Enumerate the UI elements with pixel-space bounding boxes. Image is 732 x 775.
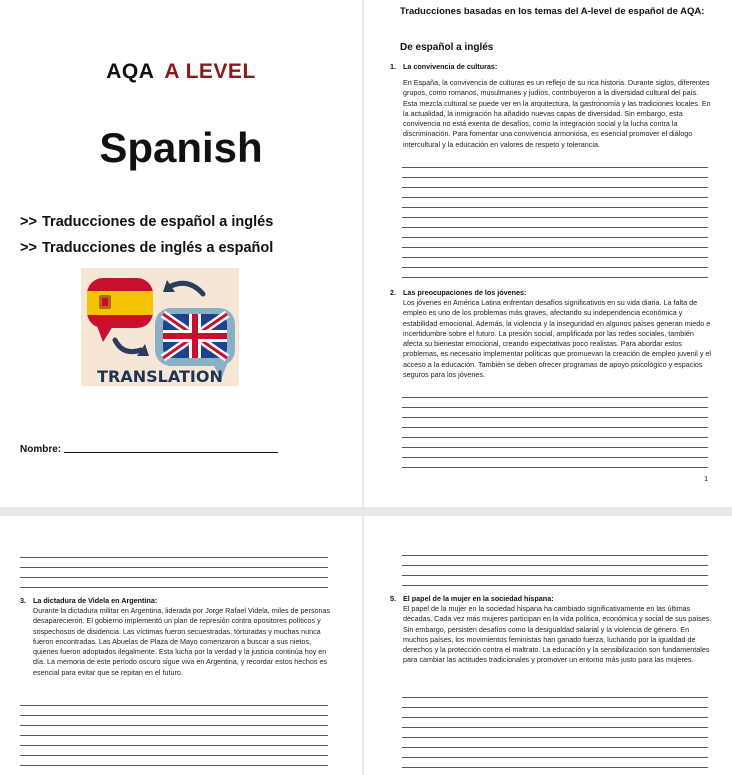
- bullet-marker: >>: [20, 240, 37, 256]
- section-heading: [390, 594, 712, 604]
- a-level-label: A LEVEL: [164, 60, 256, 83]
- section-text: Los jóvenes en América Latina enfrentan desafíos significativos en su vida diaria. La falta de empleo es uno de los problemas más graves, afectando su independencia económica y estabilidad emocional. Además, la violencia y la inseguridad en algunos países generan miedo e incertidumbre sobre el futuro. La presión social, amplificada por las redes sociales, también afecta su bienestar emocional, creando expectativas poco realistas. Para abordar estos problemas, es necesario implementar políticas que promuevan la creación de empleo juvenil y el acceso a la educación. También se deben ofrecer programas de apoyo psicológico y espacios seguros para los jóvenes.: [403, 298, 712, 379]
- section-heading: [390, 288, 712, 298]
- answer-lines: [402, 158, 708, 278]
- section-title: La convivencia de culturas:: [403, 62, 498, 71]
- section-title: Las preocupaciones de los jóvenes:: [403, 288, 527, 297]
- section-number: 1.: [390, 62, 396, 71]
- content-page-2: [0, 516, 362, 775]
- cover-level-heading: [0, 60, 362, 84]
- section-number: 5.: [390, 594, 396, 603]
- answer-lines: [20, 548, 328, 588]
- section-text: Durante la dictadura militar en Argentina, liderada por Jorge Rafael Videla, miles de personas desaparecieron. El gobierno implementó un plan de represión contra opositores políticos y sospechosos de disidencia. Las víctimas fueron secuestradas, torturadas y muchas nunca fueron encontradas. Las Abuelas de Plaza de Mayo comenzaron a buscar a sus nietos, quienes fueron adoptados ilegalmente. Esta lucha por la verdad y la justicia continúa hoy en día. La memoria de este período oscuro sigue viva en Argentina, y recordar estos hechos es esencial para evitar que se repitan en el futuro.: [33, 606, 331, 677]
- document-title: Traducciones basadas en los temas del A-level de español de AQA:: [400, 6, 705, 17]
- section-heading: [390, 62, 712, 72]
- document-subtitle: De español a inglés: [400, 42, 494, 53]
- content-page-3: [364, 516, 732, 775]
- cover-title: Spanish: [99, 124, 263, 171]
- bullet-item: [20, 214, 273, 230]
- name-blank-line: [64, 452, 278, 453]
- section-text: El papel de la mujer en la sociedad hispana ha cambiado significativamente en las últimas décadas. Cada vez más mujeres participan en la vida política, económica y social de sus países. Sin embargo, persisten desafíos como la desigualdad salarial y la violencia de género. En muchos países, los movimientos feministas han ganado fuerza, luchando por la igualdad de derechos y la protección contra el maltrato. La educación y la sensibilización son fundamentales para cambiar las actitudes tradicionales y promover un entorno más justo para las mujeres.: [403, 604, 712, 665]
- section-heading: [20, 596, 336, 606]
- answer-lines: [402, 688, 708, 768]
- section-number: 3.: [20, 596, 26, 605]
- bullet-text: Traducciones de inglés a español: [42, 240, 274, 256]
- illustration-caption: TRANSLATION: [97, 367, 223, 386]
- bullet-marker: >>: [20, 214, 37, 230]
- section-5: [390, 594, 712, 666]
- section-2: [390, 288, 712, 380]
- cover-page: [0, 0, 362, 507]
- bullet-text: Traducciones de español a inglés: [42, 214, 274, 230]
- section-title: El papel de la mujer en la sociedad hispana:: [403, 594, 554, 603]
- section-number: 2.: [390, 288, 396, 297]
- cover-bullet-list: [20, 214, 273, 266]
- content-page-1: [364, 0, 732, 507]
- section-title: La dictadura de Videla en Argentina:: [33, 596, 158, 605]
- answer-lines: [20, 696, 328, 766]
- aqa-label: AQA: [106, 60, 155, 83]
- name-label: Nombre:: [20, 444, 62, 455]
- bullet-item: [20, 240, 273, 256]
- section-3: [20, 596, 336, 678]
- answer-lines: [402, 388, 708, 468]
- answer-lines: [402, 546, 708, 586]
- page-number: 1: [704, 476, 708, 483]
- section-1: [390, 62, 712, 150]
- translation-illustration: [81, 268, 239, 386]
- section-text: En España, la convivencia de culturas es un reflejo de su rica historia. Durante siglos, diferentes grupos, como romanos, musulmanes y judíos, contribuyeron a la diversidad cultural del país. Esta mezcla cultural se puede ver en la arquitectura, la gastronomía y las tradiciones locales. En la actualidad, la inmigración ha añadido nuevas capas de diversidad. Sin embargo, esta convivencia no está exenta de desafíos, como la integración social y la lucha contra la discriminación. Para fomentar una convivencia armoniosa, es esencial promover el diálogo intercultural y la educación en valores de respeto y tolerancia.: [403, 78, 711, 149]
- name-field: [20, 444, 278, 455]
